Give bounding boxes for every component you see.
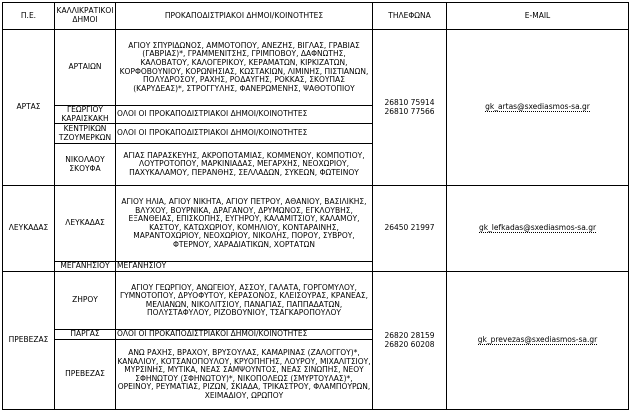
phone-number: 26810 75914 xyxy=(384,98,435,107)
municipality-name: ΜΕΓΑΝΗΣΙΟΥ xyxy=(55,262,116,272)
municipality-name: ΖΗΡΟΥ xyxy=(55,272,116,330)
header-row xyxy=(3,3,629,30)
email-link[interactable]: gk_lefkadas@sxediasmos-sa.gr xyxy=(478,223,597,233)
region-name: ΑΡΤΑΣ xyxy=(3,30,55,186)
municipality-name: ΝΙΚΟΛΑΟΥ ΣΚΟΥΦΑ xyxy=(55,144,116,186)
communities-cell: ΜΕΓΑΝΗΣΙΟΥ xyxy=(116,262,373,272)
table-row xyxy=(3,186,629,262)
communities-cell: ΑΓΙΑΣ ΠΑΡΑΣΚΕΥΗΣ, ΑΚΡΟΠΟΤΑΜΙΑΣ, ΚΟΜΜΕΝΟΥ, ΚΟΜΠΟΤΙΟΥ, ΛΟΥΤΡΟΤΟΠΟΥ, ΜΑΡΚΙΝΙΑΔΑΣ, ΜΕΓΑΡΧΗΣ, ΝΕΟΧΩΡΙΟΥ, ΠΑΧΥΚΑΛΑΜΟΥ, ΠΕΡΑΝΘΗΣ, ΣΕΛΛΑΔΩΝ, ΣΥΚΕΩΝ, ΦΩΤΕΙΝΟΥ xyxy=(116,144,373,186)
phone-cell xyxy=(373,186,447,272)
communities-cell: ΟΛΟΙ ΟΙ ΠΡΟΚΑΠΟΔΙΣΤΡΙΑΚΟΙ ΔΗΜΟΙ/ΚΟΙΝΟΤΗΤΕΣ xyxy=(116,124,373,144)
region-name: ΛΕΥΚΑΔΑΣ xyxy=(3,186,55,272)
contacts-table xyxy=(2,2,629,410)
phone-cell xyxy=(373,272,447,410)
header-email: E-MAIL xyxy=(447,3,629,30)
table-row xyxy=(3,30,629,106)
region-name: ΠΡΕΒΕΖΑΣ xyxy=(3,272,55,410)
municipality-name: ΓΕΩΡΓΙΟΥ ΚΑΡΑΙΣΚΑΚΗ xyxy=(55,106,116,124)
phone-number: 26820 60208 xyxy=(384,339,435,349)
header-dimoi: ΚΑΛΛΙΚΡΑΤΙΚΟΙ ΔΗΜΟΙ xyxy=(55,3,116,30)
email-cell xyxy=(447,272,629,410)
communities-cell: ΟΛΟΙ ΟΙ ΠΡΟΚΑΠΟΔΙΣΤΡΙΑΚΟΙ ΔΗΜΟΙ/ΚΟΙΝΟΤΗΤΕΣ xyxy=(116,330,373,340)
municipality-name: ΚΕΝΤΡΙΚΩΝ ΤΖΟΥΜΕΡΚΩΝ xyxy=(55,124,116,144)
communities-cell: ΑΓΙΟΥ ΣΠΥΡΙΔΩΝΟΣ, ΑΜΜΟΤΟΠΟΥ, ΑΝΕΖΗΣ, ΒΙΓΛΑΣ, ΓΡΑΒΙΑΣ (ΓΑΒΡΙΑΣ)*, ΓΡΑΜΜΕΝΙΤΣΗΣ, ΓΡΙΜΠΟΒΟΥ, ΔΑΦΝΩΤΗΣ, ΚΑΛΟΒΑΤΟΥ, ΚΑΛΟΓΕΡΙΚΟΥ, ΚΕΡΑΜΑΤΩΝ, ΚΙΡΚΙΖΑΤΩΝ, ΚΟΡΦΟΒΟΥΝΙΟΥ, ΚΟΡΩΝΗΣΙΑΣ, ΚΩΣΤΑΚΙΩΝ, ΛΙΜΙΝΗΣ, ΠΙΣΤΙΑΝΩΝ, ΠΟΛΥΔΡΟΣΟΥ, ΡΑΧΗΣ, ΡΟΔΑΥΓΗΣ, ΡΟΚΚΑΣ, ΣΚΟΥΠΑΣ (ΚΑΡΥΔΕΑΣ)*, ΣΤΡΟΓΓΥΛΗΣ, ΦΑΝΕΡΩΜΕΝΗΣ, ΨΑΘΟΤΟΠΙΟΥ xyxy=(116,30,373,106)
communities-cell: ΑΝΩ ΡΑΧΗΣ, ΒΡΑΧΟΥ, ΒΡΥΣΟΥΛΑΣ, ΚΑΜΑΡΙΝΑΣ (ΖΑΛΟΓΓΟΥ)*, ΚΑΝΑΛΙΟΥ, ΚΟΤΣΑΝΟΠΟΥΛΟΥ, ΚΡΥΟΠΗΓΗΣ, ΛΟΥΡΟΥ, ΜΙΧΑΛΙΤΣΙΟΥ, ΜΥΡΣΙΝΗΣ, ΜΥΤΙΚΑ, ΝΕΑΣ ΣΑΜΨΟΥΝΤΟΣ, ΝΕΑΣ ΣΙΝΩΠΗΣ, ΝΕΟΥ ΣΦΗΝΩΤΟΥ (ΣΦΗΝΩΤΟΥ)*, ΝΙΚΟΠΟΛΕΩΣ (ΣΜΥΡΤΟΥΛΑΣ)*, ΟΡΕΙΝΟΥ, ΡΕΥΜΑΤΙΑΣ, ΡΙΖΩΝ, ΣΚΙΑΔΑ, ΤΡΙΚΑΣΤΡΟΥ, ΦΛΑΜΠΟΥΡΩΝ, ΧΕΙΜΑΔΙΟΥ, ΩΡΩΠΟΥ xyxy=(116,340,373,410)
header-tilefona: ΤΗΛΕΦΩΝΑ xyxy=(373,3,447,30)
phone-number: 26810 77566 xyxy=(384,106,435,116)
communities-cell: ΟΛΟΙ ΟΙ ΠΡΟΚΑΠΟΔΙΣΤΡΙΑΚΟΙ ΔΗΜΟΙ/ΚΟΙΝΟΤΗΤΕΣ xyxy=(116,106,373,124)
table-row xyxy=(3,272,629,330)
municipality-name: ΠΡΕΒΕΖΑΣ xyxy=(55,340,116,410)
municipality-name: ΛΕΥΚΑΔΑΣ xyxy=(55,186,116,262)
municipality-name: ΑΡΤΑΙΩΝ xyxy=(55,30,116,106)
email-link[interactable]: gk_artas@sxediasmos-sa.gr xyxy=(485,102,590,112)
phone-number: 26450 21997 xyxy=(384,223,435,233)
phone-cell xyxy=(373,30,447,186)
communities-cell: ΑΓΙΟΥ ΗΛΙΑ, ΑΓΙΟΥ ΝΙΚΗΤΑ, ΑΓΙΟΥ ΠΕΤΡΟΥ, ΑΘΑΝΙΟΥ, ΒΑΣΙΛΙΚΗΣ, ΒΛΥΧΟΥ, ΒΟΥΡΝΙΚΑ, ΔΡΑΓΑΝΟΥ, ΔΡΥΜΩΝΟΣ, ΕΓΚΛΟΥΒΗΣ, ΕΞΑΝΘΕΙΑΣ, ΕΠΙΣΚΟΠΗΣ, ΕΥΓΗΡΟΥ, ΚΑΛΑΜΙΤΣΙΟΥ, ΚΑΛΑΜΟΥ, ΚΑΣΤΟΥ, ΚΑΤΩΧΩΡΙΟΥ, ΚΟΜΗΛΙΟΥ, ΚΟΝΤΑΡΑΙΝΗΣ, ΜΑΡΑΝΤΟΧΩΡΙΟΥ, ΝΕΟΧΩΡΙΟΥ, ΝΙΚΟΛΗΣ, ΠΟΡΟΥ, ΣΥΒΡΟΥ, ΦΤΕΡΝΟΥ, ΧΑΡΑΔΙΑΤΙΚΩΝ, ΧΟΡΤΑΤΩΝ xyxy=(116,186,373,262)
communities-cell: ΑΓΙΟΥ ΓΕΩΡΓΙΟΥ, ΑΝΩΓΕΙΟΥ, ΑΣΣΟΥ, ΓΑΛΑΤΑ, ΓΟΡΓΟΜΥΛΟΥ, ΓΥΜΝΟΤΟΠΟΥ, ΔΡΥΟΦΥΤΟΥ, ΚΕΡΑΣΟΝΟΣ, ΚΛΕΙΣΟΥΡΑΣ, ΚΡΑΝΕΑΣ, ΜΕΛΙΑΝΩΝ, ΝΙΚΟΛΙΤΣΙΟΥ, ΠΑΝΑΓΙΑΣ, ΠΑΠΠΑΔΑΤΩΝ, ΠΟΛΥΣΤΑΦΥΛΟΥ, ΡΙΖΟΒΟΥΝΙΟΥ, ΤΣΑΓΚΑΡΟΠΟΥΛΟΥ xyxy=(116,272,373,330)
email-cell xyxy=(447,30,629,186)
municipality-name: ΠΑΡΓΑΣ xyxy=(55,330,116,340)
header-koinotites: ΠΡΟΚΑΠΟΔΙΣΤΡΙΑΚΟΙ ΔΗΜΟΙ/ΚΟΙΝΟΤΗΤΕΣ xyxy=(116,3,373,30)
email-cell xyxy=(447,186,629,272)
email-link[interactable]: gk_prevezas@sxediasmos-sa.gr xyxy=(477,335,598,345)
phone-number: 26820 28159 xyxy=(384,331,435,341)
header-pe: Π.Ε. xyxy=(3,3,55,30)
